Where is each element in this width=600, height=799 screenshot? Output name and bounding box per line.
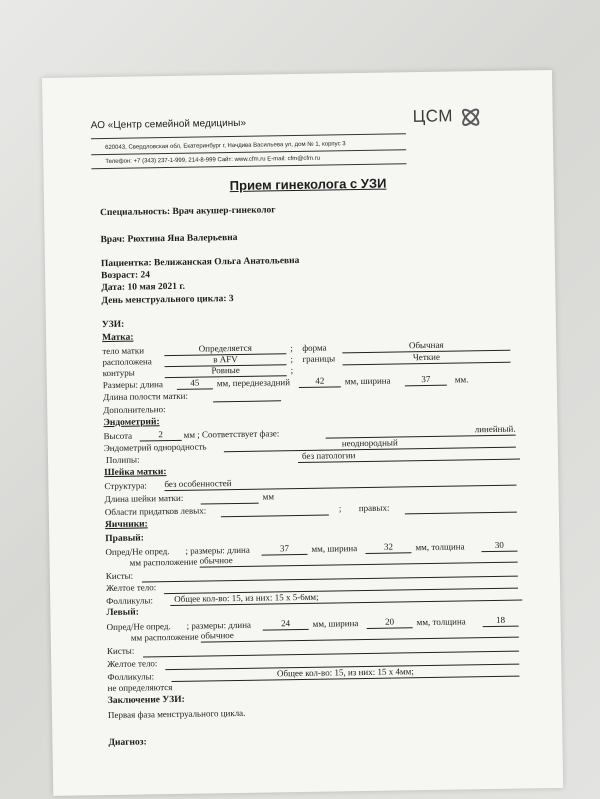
uterus-form-value: Обычная: [342, 339, 510, 354]
adnexa-right-label: правых:: [358, 502, 390, 514]
cervix-length-blank: [201, 503, 259, 505]
endometrium-phase-value: линейный.: [326, 424, 516, 439]
document-sheet: [42, 70, 563, 796]
uterus-mm-3: мм.: [454, 374, 469, 385]
right-loc-label: мм расположение: [129, 556, 198, 568]
uterus-contours-value: Ровные: [165, 364, 287, 378]
conclusion-heading: Заключение УЗИ:: [107, 694, 185, 707]
endometrium-polyps-label: Полипы:: [105, 454, 140, 466]
uzi-heading: УЗИ:: [101, 319, 125, 331]
left-ovary-heading: Левый:: [106, 607, 139, 619]
left-not-determined: не определяются: [107, 682, 173, 694]
right-cysts-label: Кисты:: [105, 570, 134, 582]
uterus-cavity-blank: [213, 400, 281, 402]
cervix-structure-value: без особенностей: [164, 474, 516, 492]
uterus-ap-value: 42: [299, 375, 341, 388]
endometrium-heading: Эндометрий:: [103, 417, 160, 429]
uterus-location-value: в AFV: [164, 353, 286, 367]
cervix-heading: Шейка матки:: [104, 467, 167, 479]
right-length-value: 37: [261, 543, 307, 556]
uterus-extra-label: Дополнительно:: [103, 404, 166, 416]
cervix-length-label: Длина шейки матки:: [104, 492, 184, 505]
uterus-body-value: Определяется: [164, 342, 286, 356]
right-loc-value: обычное: [200, 551, 518, 568]
diagnosis-heading: Диагноз:: [108, 737, 147, 749]
endometrium-polyps-value: без патологии: [298, 448, 520, 463]
logo-text: ЦСМ: [412, 106, 454, 126]
org-contacts: Телефон: +7 (343) 237-1-999, 214-8-999 Сайт: www.cfm.ru E-mail: cfm@cfm.ru: [105, 155, 321, 166]
left-thickness-value: 18: [482, 615, 518, 628]
right-sizes-label: ; размеры: длина: [185, 544, 250, 556]
left-yellow-label: Желтое тело:: [107, 658, 158, 670]
uterus-length-value: 45: [177, 377, 213, 390]
left-length-value: 24: [263, 618, 309, 631]
uterus-sizes-label: Размеры: длина: [102, 379, 164, 391]
header-rule-1: [91, 133, 406, 139]
ovaries-heading: Яичники:: [104, 519, 148, 531]
left-follicles-label: Фолликулы:: [107, 671, 155, 683]
uterus-mm-1: мм, переднезадний: [216, 377, 291, 389]
left-def-label: Опред/Не опред.: [106, 621, 171, 633]
adnexa-left-blank: [221, 515, 329, 518]
left-follicles-value: Общее кол-во: 15, из них: 15 х 4мм;: [171, 665, 519, 682]
left-loc-label: мм расположение: [130, 631, 199, 643]
ribbon-knot-icon: [459, 105, 483, 129]
left-cysts-blank: [143, 651, 519, 658]
left-mm-1: мм, ширина: [312, 618, 359, 629]
date: Дата: 10 мая 2021 г.: [101, 281, 186, 294]
cervix-length-unit: мм: [262, 491, 275, 502]
left-width-value: 20: [367, 616, 413, 629]
right-follicles-label: Фолликулы:: [106, 595, 153, 607]
conclusion-text: Первая фаза менструального цикла.: [107, 707, 246, 721]
left-mm-2: мм, толщина: [416, 616, 466, 628]
right-yellow-label: Желтое тело:: [105, 582, 157, 594]
uterus-form-label: форма: [302, 342, 327, 353]
left-loc-value: обычное: [201, 626, 519, 643]
endometrium-homog-value: неоднородный: [224, 436, 516, 453]
uterus-borders-value: Четкие: [342, 351, 510, 366]
endometrium-height-value: 2: [140, 429, 182, 442]
uterus-mm-2: мм, ширина: [344, 375, 391, 387]
logo: [412, 105, 483, 130]
left-sizes-label: ; размеры: длина: [186, 619, 252, 631]
endometrium-height-label: Высота: [103, 430, 133, 442]
left-cysts-label: Кисты:: [106, 645, 135, 657]
uterus-cavity-label: Длина полости матки:: [102, 390, 189, 403]
org-address: 620043, Свердловская обл, Екатеринбург г, Начдива Васильева ул, дом № 1, корпус 3: [105, 141, 346, 152]
endometrium-height-unit: мм ; Соответствует фазе:: [183, 428, 280, 440]
right-ovary-heading: Правый:: [105, 533, 144, 545]
right-width-value: 32: [365, 541, 411, 554]
doctor: Врач: Рюхтина Яна Валерьевна: [100, 232, 238, 246]
uterus-contours-label: контуры: [102, 367, 135, 379]
uterus-heading: Матка:: [102, 332, 134, 344]
cervix-structure-label: Структура:: [104, 480, 147, 492]
uterus-body-label: тело матки: [102, 345, 145, 357]
specialty: Специальность: Врач акушер-гинеколог: [100, 205, 276, 219]
right-cysts-blank: [142, 576, 518, 583]
page-title: Прием гинеколога с УЗИ: [229, 175, 387, 194]
patient: Пациентка: Велижанская Ольга Анатольевна: [100, 255, 300, 270]
right-def-label: Опред/Не опред.: [105, 546, 170, 558]
org-name: АО «Центр семейной медицины»: [90, 117, 247, 132]
adnexa-right-blank: [405, 512, 517, 515]
cycle-day: День менструального цикла: 3: [101, 294, 234, 307]
uterus-width-value: 37: [405, 374, 447, 387]
adnexa-semi: ;: [338, 503, 342, 514]
right-mm-2: мм, толщина: [415, 541, 465, 553]
semi-3: ;: [290, 365, 294, 376]
semi-1: ;: [290, 343, 293, 354]
semi-2: ;: [290, 354, 294, 365]
endometrium-homog-label: Эндометрий однородность: [103, 441, 207, 454]
adnexa-left-label: Области придатков левых:: [104, 505, 207, 518]
uterus-location-label: расположена: [102, 356, 152, 368]
right-mm-1: мм, ширина: [311, 543, 358, 554]
age: Возраст: 24: [101, 270, 151, 282]
right-follicles-value: Общее кол-во: 15, из них: 15 х 5-6мм;: [170, 589, 522, 607]
right-thickness-value: 30: [481, 540, 517, 553]
uterus-borders-label: границы: [302, 353, 336, 364]
